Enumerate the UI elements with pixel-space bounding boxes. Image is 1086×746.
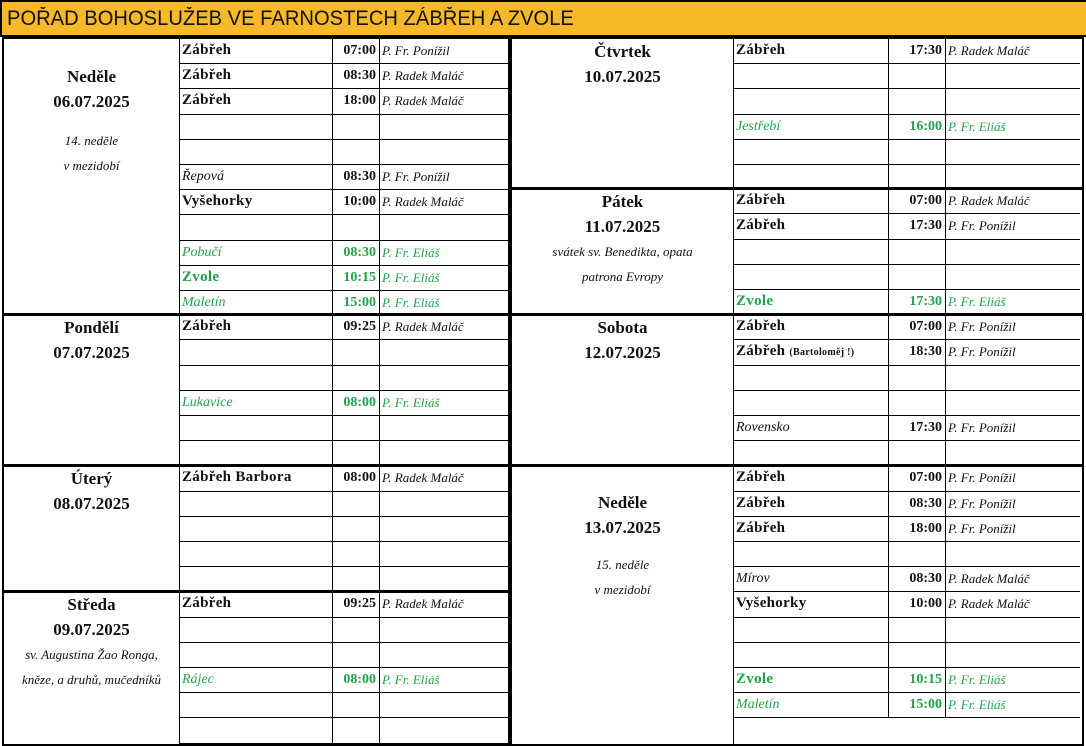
service-place [180, 115, 333, 140]
service-time: 18:00 [889, 517, 946, 542]
day-name: Úterý [70, 469, 113, 489]
service-priest [380, 718, 510, 743]
service-place [734, 592, 889, 617]
day-name: Středa [67, 595, 116, 615]
day-block [510, 313, 1084, 467]
day-date: 07.07.2025 [53, 343, 130, 363]
service-place [180, 517, 333, 542]
service-place [180, 718, 333, 743]
service-place [180, 39, 333, 64]
service-place [180, 165, 333, 190]
day-name: Sobota [597, 318, 648, 338]
service-place [180, 340, 333, 365]
service-time [333, 215, 380, 240]
service-time: 18:00 [333, 89, 380, 114]
services-grid [734, 315, 1082, 465]
service-time [333, 441, 380, 466]
service-priest [380, 542, 510, 567]
day-date: 10.07.2025 [584, 67, 661, 86]
day-note: 14. neděle [64, 133, 119, 148]
service-time: 08:30 [333, 64, 380, 89]
day-date: 13.07.2025 [584, 518, 661, 538]
service-priest [380, 693, 510, 718]
day-name: Pátek [601, 192, 644, 212]
place-name: Maletín [736, 697, 780, 713]
place-name: Zábřeh [736, 469, 786, 486]
day-info [512, 39, 734, 188]
service-place [180, 618, 333, 643]
service-priest: P. Fr. Eliáš [946, 693, 1080, 718]
service-priest: P. Fr. Ponížil [946, 517, 1080, 542]
place-name: Pobučí [182, 244, 222, 260]
service-priest: P. Fr. Ponížil [946, 315, 1080, 340]
service-place [734, 517, 889, 542]
service-place [180, 416, 333, 441]
day-block [2, 590, 510, 746]
day-date: 12.07.2025 [584, 343, 661, 363]
service-time [333, 618, 380, 643]
service-time [889, 391, 946, 416]
service-time [889, 643, 946, 668]
service-priest [380, 140, 510, 165]
service-priest: P. Radek Maláč [946, 592, 1080, 617]
service-priest: P. Radek Maláč [380, 89, 510, 114]
place-note: (Bartoloměj !) [789, 347, 855, 359]
service-priest: P. Fr. Ponížil [946, 416, 1080, 441]
service-priest [380, 416, 510, 441]
service-priest [946, 366, 1080, 391]
place-name: Lukavice [182, 394, 233, 410]
service-priest [946, 89, 1080, 114]
day-date: 11.07.2025 [584, 217, 661, 237]
page-title-banner [0, 0, 1086, 37]
service-priest: P. Radek Maláč [380, 466, 510, 491]
service-priest [380, 517, 510, 542]
service-place [180, 366, 333, 391]
services-grid [734, 466, 1082, 744]
day-info [512, 189, 734, 314]
service-priest [380, 340, 510, 365]
service-priest [380, 492, 510, 517]
place-name: Vyšehorky [182, 193, 253, 210]
day-note: v mezidobí [594, 582, 651, 598]
service-time: 08:30 [333, 165, 380, 190]
service-time: 08:00 [333, 668, 380, 693]
service-time [333, 542, 380, 567]
service-priest [380, 115, 510, 140]
service-time: 07:00 [889, 315, 946, 340]
service-time: 08:30 [889, 492, 946, 517]
service-priest [946, 441, 1080, 466]
service-priest [946, 643, 1080, 668]
service-place [734, 340, 889, 365]
service-place [180, 567, 333, 592]
day-info [512, 466, 734, 744]
service-time: 17:30 [889, 39, 946, 64]
service-priest: P. Fr. Eliáš [380, 668, 510, 693]
service-place [734, 240, 889, 265]
service-place [734, 315, 889, 340]
place-name: Zábřeh [736, 318, 786, 335]
service-time: 10:00 [889, 592, 946, 617]
page-title: POŘAD BOHOSLUŽEB VE FARNOSTECH ZÁBŘEH A ZVOLE [7, 7, 574, 30]
service-time: 08:00 [333, 466, 380, 491]
day-info [4, 466, 180, 591]
service-place [180, 441, 333, 466]
service-time [333, 643, 380, 668]
place-name: Zábřeh [736, 192, 786, 209]
service-time [333, 693, 380, 718]
service-priest [380, 366, 510, 391]
service-time [333, 340, 380, 365]
place-name: Zábřeh [736, 343, 786, 360]
service-place [734, 39, 889, 64]
day-note: sv. Augustina Žao Ronga, [25, 647, 158, 663]
place-name: Zábřeh [182, 67, 232, 84]
service-priest [380, 567, 510, 592]
service-priest: P. Radek Maláč [380, 315, 510, 340]
service-place [180, 643, 333, 668]
service-time: 08:00 [333, 391, 380, 416]
services-grid [180, 315, 508, 465]
day-date: 09.07.2025 [53, 620, 130, 640]
service-place [734, 643, 889, 668]
day-name: Pondělí [64, 318, 119, 338]
service-place [734, 542, 889, 567]
services-grid [734, 189, 1082, 314]
service-priest: P. Fr. Ponížil [380, 39, 510, 64]
services-grid [734, 39, 1082, 188]
place-name: Zábřeh [182, 92, 232, 109]
day-block [2, 313, 510, 467]
service-place [734, 618, 889, 643]
place-name: Zábřeh Barbora [182, 469, 292, 486]
service-time [889, 542, 946, 567]
service-time: 10:15 [889, 668, 946, 693]
service-place [734, 668, 889, 693]
day-date: 08.07.2025 [53, 494, 130, 514]
services-grid [180, 592, 508, 744]
service-priest: P. Fr. Eliáš [948, 293, 1006, 309]
place-name: Rájec [182, 671, 214, 687]
service-time: 15:00 [333, 291, 380, 316]
service-time [333, 416, 380, 441]
service-place [734, 265, 889, 290]
service-time [889, 366, 946, 391]
service-place [180, 391, 333, 416]
service-time: 16:00 [889, 115, 946, 140]
service-time [889, 64, 946, 89]
service-place [180, 492, 333, 517]
day-note: v mezidobí [63, 158, 120, 173]
service-place [734, 140, 889, 165]
service-time: 10:15 [333, 266, 380, 291]
service-place [180, 241, 333, 266]
service-place [734, 290, 889, 315]
place-name: Zvole [182, 268, 220, 285]
service-priest [380, 441, 510, 466]
service-place [734, 115, 889, 140]
day-block [2, 37, 510, 316]
service-time: 07:00 [889, 466, 946, 491]
place-name: Zábřeh [736, 519, 786, 536]
day-note: 15. neděle [595, 557, 650, 573]
service-place [734, 366, 889, 391]
service-priest: P. Fr. Eliáš [946, 115, 1080, 140]
service-priest: P. Radek Maláč [380, 64, 510, 89]
service-time [889, 140, 946, 165]
service-priest: P. Fr. Eliáš [380, 391, 510, 416]
service-time [889, 240, 946, 265]
place-name: Zábřeh [182, 42, 232, 58]
service-time [889, 265, 946, 290]
service-place [734, 492, 889, 517]
day-info [4, 315, 180, 465]
service-time [333, 718, 380, 743]
place-name: Vyšehorky [736, 595, 807, 612]
service-place [734, 567, 889, 592]
service-place [734, 693, 889, 718]
service-place [734, 466, 889, 491]
service-place [734, 64, 889, 89]
service-priest [380, 215, 510, 240]
day-note: svátek sv. Benedikta, opata [552, 244, 693, 260]
service-priest: P. Fr. Ponížil [946, 466, 1080, 491]
service-priest: P. Fr. Eliáš [380, 266, 510, 291]
service-place [734, 189, 889, 214]
service-place [180, 668, 333, 693]
service-priest [946, 542, 1080, 567]
service-priest: P. Fr. Eliáš [946, 668, 1080, 693]
day-name: Neděle [66, 67, 117, 86]
service-priest: P. Fr. Ponížil [946, 214, 1080, 239]
service-time: 07:00 [889, 189, 946, 214]
place-name: Zábřeh [736, 217, 786, 234]
service-place [180, 592, 333, 617]
service-priest [946, 618, 1080, 643]
service-place [180, 466, 333, 491]
service-time [333, 366, 380, 391]
service-time [889, 89, 946, 114]
day-note: kněze, a druhů, mučedníků [22, 672, 161, 688]
service-place [734, 89, 889, 114]
day-block [510, 187, 1084, 316]
services-grid [180, 466, 508, 591]
service-time [333, 140, 380, 165]
service-priest [946, 64, 1080, 89]
day-note: patrona Evropy [582, 269, 663, 285]
service-priest [946, 140, 1080, 165]
place-name: Rovensko [736, 419, 790, 435]
service-place [180, 693, 333, 718]
place-name: Maletín [182, 294, 226, 310]
place-name: Řepová [182, 168, 224, 184]
service-time [333, 517, 380, 542]
service-place [180, 215, 333, 240]
service-time [333, 492, 380, 517]
service-place [180, 315, 333, 340]
service-priest: P. Fr. Ponížil [946, 340, 1080, 365]
service-priest: P. Radek Maláč [380, 190, 510, 215]
place-name: Zábřeh [182, 595, 232, 612]
service-priest [380, 643, 510, 668]
service-priest: P. Fr. Ponížil [946, 492, 1080, 517]
place-name: Zábřeh [736, 42, 786, 58]
service-time: 07:00 [333, 39, 380, 64]
place-name: Zábřeh [736, 494, 786, 511]
day-block [510, 37, 1084, 190]
service-place [180, 266, 333, 291]
place-name: Zvole [736, 670, 774, 687]
service-place [734, 416, 889, 441]
place-name: Mírov [736, 571, 770, 587]
service-time [889, 618, 946, 643]
service-time: 15:00 [889, 693, 946, 718]
service-time: 10:00 [333, 190, 380, 215]
service-time: 09:25 [333, 315, 380, 340]
service-priest: P. Radek Maláč [946, 567, 1080, 592]
service-priest: P. Fr. Eliáš [380, 241, 510, 266]
service-place [180, 64, 333, 89]
service-place [734, 391, 889, 416]
service-place [734, 441, 889, 466]
service-place [180, 89, 333, 114]
day-name: Čtvrtek [594, 42, 651, 61]
day-info [4, 39, 180, 314]
day-block [2, 464, 510, 593]
service-priest [946, 391, 1080, 416]
service-priest [380, 618, 510, 643]
service-priest [946, 240, 1080, 265]
service-place [734, 214, 889, 239]
service-time: 17:30 [889, 416, 946, 441]
service-place [180, 542, 333, 567]
service-priest [946, 265, 1080, 290]
place-name: Zvole [736, 292, 774, 309]
service-priest: P. Radek Maláč [380, 592, 510, 617]
services-grid [180, 39, 508, 314]
service-priest: P. Fr. Ponížil [380, 165, 510, 190]
service-time: 17:30 [889, 214, 946, 239]
service-place [180, 140, 333, 165]
service-priest: P. Radek Maláč [946, 39, 1080, 64]
day-date: 06.07.2025 [53, 92, 130, 111]
service-time: 18:30 [889, 340, 946, 365]
service-time [333, 567, 380, 592]
place-name: Jestřebí [736, 118, 781, 134]
service-time: 09:25 [333, 592, 380, 617]
service-time: 08:30 [889, 567, 946, 592]
day-name: Neděle [597, 493, 648, 513]
service-place [180, 190, 333, 215]
service-time: 17:30 [889, 290, 946, 315]
service-priest: P. Radek Maláč [946, 189, 1080, 214]
day-info [512, 315, 734, 465]
day-block [510, 464, 1084, 746]
place-name: Zábřeh [182, 318, 232, 335]
service-time [333, 115, 380, 140]
service-time [889, 441, 946, 466]
service-priest: P. Fr. Eliáš [382, 294, 440, 310]
service-time: 08:30 [333, 241, 380, 266]
day-info [4, 592, 180, 744]
